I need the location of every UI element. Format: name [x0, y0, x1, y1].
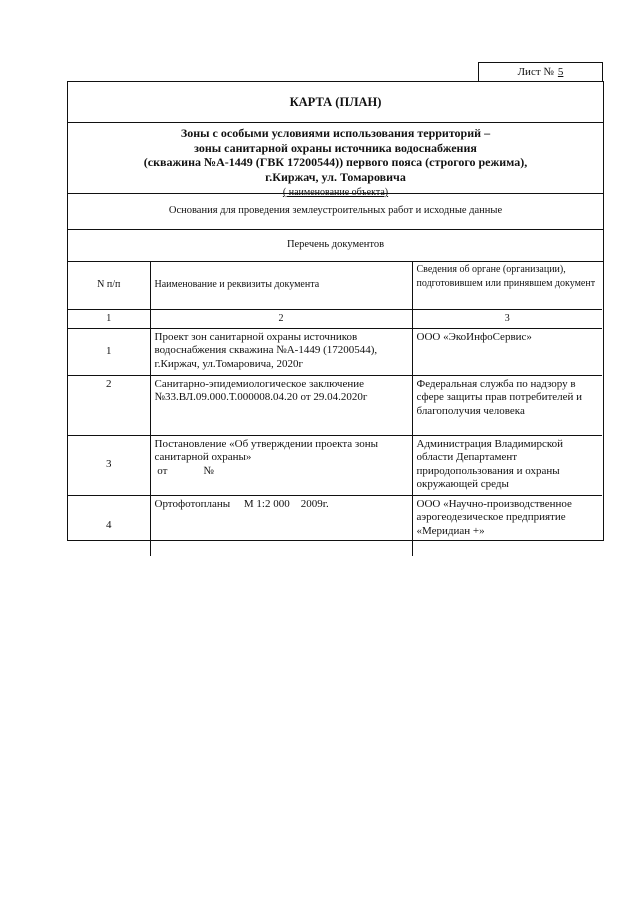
index-cell: 3: [412, 310, 602, 329]
document-number-label: №: [203, 464, 214, 477]
header-num: N п/п: [68, 261, 150, 310]
document-date-number: [155, 465, 408, 479]
object-name-block: [68, 122, 603, 198]
row-document: [150, 495, 412, 556]
row-document: Санитарно-эпидемиологическое заключение №33.ВЛ.09.000.Т.000008.04.20 от 29.04.2020г: [150, 375, 412, 435]
table-index-row: [68, 310, 602, 329]
row-num: 2: [68, 375, 150, 435]
sheet-label: Лист №: [517, 66, 554, 78]
header-name: Наименование и реквизиты документа: [150, 261, 412, 310]
row-num: 1: [68, 328, 150, 375]
object-name-line: Зоны с особыми условиями использования территорий –: [180, 126, 491, 140]
row-organization: Администрация Владимирской области Департамент природопользования и охраны окружающей среды: [412, 435, 602, 495]
document-scale: М 1:2 000: [243, 497, 290, 510]
table-row: [68, 375, 602, 435]
row-document: [150, 435, 412, 495]
table-row: [68, 495, 602, 556]
document-from-label: от: [157, 464, 168, 477]
header-org: Сведения об органе (организации), подготовившем или принявшем документ: [412, 261, 602, 310]
documents-table: [68, 261, 602, 556]
table-row: [68, 435, 602, 495]
index-cell: 1: [68, 310, 150, 329]
row-organization: Федеральная служба по надзору в сфере защиты прав потребителей и благополучия человека: [412, 375, 602, 435]
row-document: Проект зон санитарной охраны источников водоснабжения скважина №А-1449 (17200544), г.Киржач, ул.Томаровича, 2020г: [150, 328, 412, 375]
document-title: Постановление «Об утверждении проекта зоны санитарной охраны»: [154, 437, 378, 463]
map-plan-form: [67, 81, 604, 541]
document-type: Ортофотопланы: [154, 497, 231, 510]
basis-heading: Основания для проведения землеустроительных работ и исходные данные: [168, 205, 503, 216]
sheet-number: 5: [557, 66, 564, 78]
object-name-caption: ( наименование объекта): [282, 187, 389, 198]
index-cell: 2: [150, 310, 412, 329]
object-name-line: (скважина №А-1449 (ГВК 17200544)) первого пояса (строгого режима),: [143, 155, 528, 169]
sheet-number-box: [478, 62, 603, 81]
page-title: КАРТА (ПЛАН): [289, 95, 382, 109]
table-header-row: [68, 261, 602, 310]
table-row: [68, 328, 602, 375]
row-num: 3: [68, 435, 150, 495]
row-organization: ООО «ЭкоИнфоСервис»: [412, 328, 602, 375]
row-num: 4: [68, 495, 150, 556]
document-list-heading: Перечень документов: [286, 239, 385, 250]
row-organization: ООО «Научно-производственное аэрогеодезическое предприятие «Меридиан +»: [412, 495, 602, 556]
object-name-line: г.Киржач, ул. Томаровича: [265, 169, 406, 184]
document-year: 2009г.: [300, 497, 329, 510]
object-name-line: зоны санитарной охраны источника водоснабжения: [194, 140, 477, 155]
